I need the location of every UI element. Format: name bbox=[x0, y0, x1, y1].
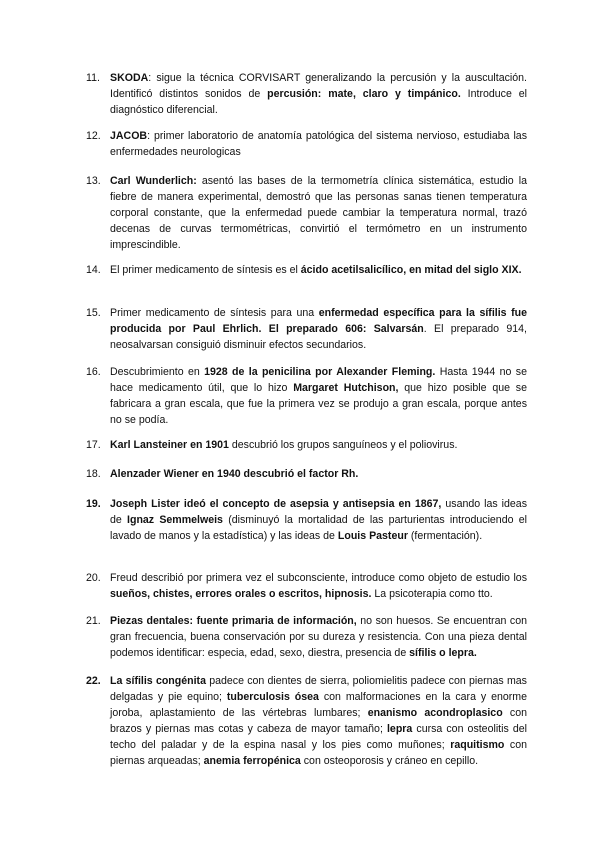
item-text: Piezas dentales: fuente primaria de información, no son huesos. Se encuentran con gran frecuencia, buena conservación por su dureza y resistencia. Con una pieza dental podemos identificar: especia, edad, sexo, diestra, presencia de sífilis o lepra. bbox=[110, 615, 527, 659]
list-item-12 bbox=[86, 128, 527, 160]
item-number: 17. bbox=[86, 439, 101, 451]
item-number: 18. bbox=[86, 468, 101, 480]
list-item-16 bbox=[86, 364, 527, 428]
item-text: Joseph Lister ideó el concepto de asepsia y antisepsia en 1867, usando las ideas de Ignaz Semmelweis (disminuyó la mortalidad de las parturientas introduciendo el lavado de manos y la estadística) y las ideas de Louis Pasteur (fermentación). bbox=[110, 498, 527, 542]
item-number: 19. bbox=[86, 498, 101, 510]
list-item-17 bbox=[86, 437, 527, 453]
list-item-19 bbox=[86, 496, 527, 544]
item-number: 22. bbox=[86, 675, 101, 687]
item-text: Karl Lansteiner en 1901 descubrió los grupos sanguíneos y el poliovirus. bbox=[110, 439, 458, 451]
item-text: La sífilis congénita padece con dientes de sierra, poliomielitis padece con piernas mas delgadas y pie equino; tuberculosis ósea con malformaciones en la cara y enorme joroba, aplastamiento de las vértebras lumbares; enanismo acondroplasico con brazos y piernas mas cotas y cabeza de mayor tamaño; lepra cursa con osteolitis del techo del paladar y de la espina nasal y los pies como muñones; raquitismo con piernas arqueadas; anemia ferropénica con osteoporosis y cráneo en cepillo. bbox=[110, 675, 528, 767]
list-item-15 bbox=[86, 305, 527, 353]
item-text: JACOB: primer laboratorio de anatomía patológica del sistema nervioso, estudiaba las enfermedades neurologicas bbox=[110, 130, 527, 158]
item-text: Descubrimiento en 1928 de la penicilina por Alexander Fleming. Hasta 1944 no se hace medicamento útil, que lo hizo Margaret Hutchison, que hizo posible que se fabricara a gran escala, que fue la primera vez se produjo a gran escala, porque antes no se podía. bbox=[110, 366, 527, 426]
item-number: 13. bbox=[86, 175, 101, 187]
item-text: SKODA: sigue la técnica CORVISART generalizando la percusión y la auscultación. Identificó distintos sonidos de percusión: mate, claro y timpánico. Introduce el diagnóstico diferencial. bbox=[110, 72, 527, 116]
item-number: 14. bbox=[86, 264, 101, 276]
list-item-21 bbox=[86, 613, 527, 661]
item-text: El primer medicamento de síntesis es el ácido acetilsalicílico, en mitad del siglo XIX. bbox=[110, 264, 522, 276]
list-item-13 bbox=[86, 173, 527, 253]
item-number: 11. bbox=[86, 72, 100, 84]
item-number: 21. bbox=[86, 615, 101, 627]
item-number: 12. bbox=[86, 130, 101, 142]
list-item-20 bbox=[86, 570, 527, 602]
list-item-11 bbox=[86, 70, 527, 118]
item-text: Carl Wunderlich: asentó las bases de la termometría clínica sistemática, estudio la fiebre de manera experimental, demostró que las personas sanas tienen temperatura corporal constante, que la enfermedad puede cambiar la temperatura normal, trazó decenas de curvas termométricas, convirtió el termómetro en un instrumento imprescindible. bbox=[110, 175, 527, 251]
item-text: Freud describió por primera vez el subconsciente, introduce como objeto de estudio los sueños, chistes, errores orales o escritos, hipnosis. La psicoterapia como tto. bbox=[110, 572, 527, 600]
list-item-14 bbox=[86, 262, 527, 278]
item-number: 15. bbox=[86, 307, 101, 319]
list-item-18 bbox=[86, 466, 527, 482]
item-number: 20. bbox=[86, 572, 101, 584]
item-text: Primer medicamento de síntesis para una enfermedad específica para la sífilis fue producida por Paul Ehrlich. El preparado 606: Salvarsán. El preparado 914, neosalvarsan consiguió disminuir efectos secundarios. bbox=[110, 307, 528, 351]
item-number: 16. bbox=[86, 366, 101, 378]
item-text: Alenzader Wiener en 1940 descubrió el factor Rh. bbox=[110, 468, 359, 480]
list-item-22 bbox=[86, 673, 527, 769]
